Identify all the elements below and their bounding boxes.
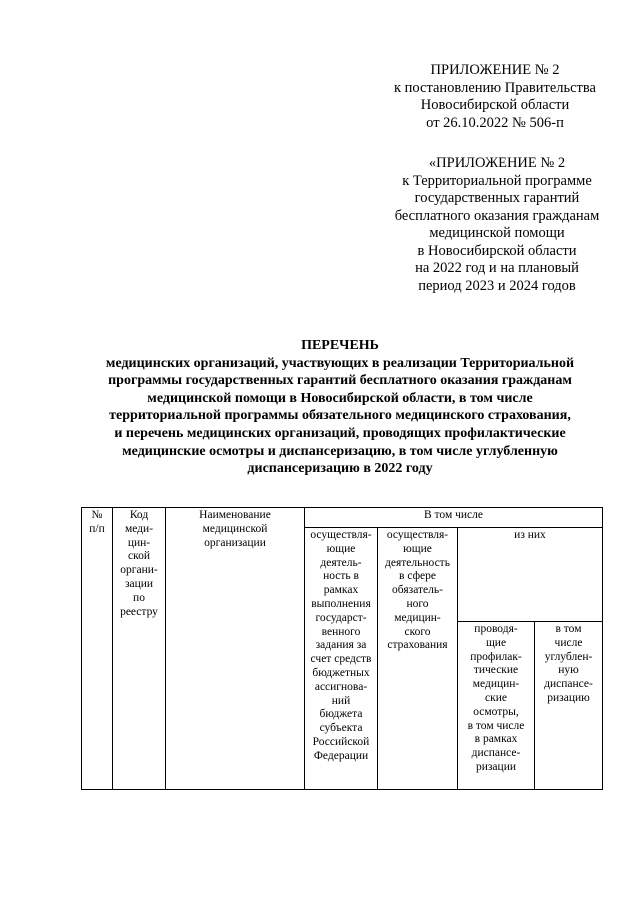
annex-line: «ПРИЛОЖЕНИЕ № 2 xyxy=(428,155,566,171)
title-line: медицинские осмотры и диспансеризацию, в том числе углубленную xyxy=(122,443,558,459)
header-state-assignment: осуществля- ющие деятель- ность в рамках выполнения государст- венного задания за счет средств бюджетных ассигнова- ний бюджета субъекта Российской Федерации xyxy=(305,528,378,790)
annex-line: от 26.10.2022 № 506-п xyxy=(426,114,564,131)
annex-line: Новосибирской области xyxy=(420,97,570,113)
annex-line: государственных гарантий xyxy=(414,190,580,206)
annex-line: к Территориальной программе xyxy=(402,172,592,189)
annex-header-resolution xyxy=(390,62,600,132)
header-preventive-exams: проводя- щие профилак- тические медицин- ские осмотры, в том числе в рамках диспансе- ризации xyxy=(458,622,535,790)
annex-line: ПРИЛОЖЕНИЕ № 2 xyxy=(430,62,560,78)
title-line: медицинских организаций, участвующих в реализации Территориальной xyxy=(105,355,575,371)
annex-line: в Новосибирской области xyxy=(417,242,577,259)
title-line: диспансеризацию в 2022 году xyxy=(247,461,433,477)
title-heading: ПЕРЕЧЕНЬ xyxy=(301,338,379,353)
header-including: В том числе xyxy=(305,508,603,528)
title-line: территориальной программы обязательного медицинского страхования, xyxy=(109,408,571,424)
annex-line: медицинской помощи xyxy=(429,225,565,241)
annex-header-program xyxy=(392,155,602,295)
organizations-table xyxy=(81,507,603,790)
title-line: и перечень медицинских организаций, проводящих профилактические xyxy=(114,425,566,441)
header-number: № п/п xyxy=(82,508,113,790)
header-oms: осуществля- ющие деятельность в сфере обязатель- ного медицин- ского страхования xyxy=(378,528,458,790)
header-of-them: из них xyxy=(458,528,603,622)
annex-line: к постановлению Правительства xyxy=(394,79,596,96)
annex-line: период 2023 и 2024 годов xyxy=(418,277,576,294)
header-registry-code: Код меди- цин- ской органи- зации по реестру xyxy=(113,508,166,790)
document-title xyxy=(60,337,620,478)
header-in-depth-screening: в том числе углублен- ную диспансе- ризацию xyxy=(535,622,603,790)
title-line: медицинской помощи в Новосибирской области, в том числе xyxy=(147,390,533,406)
title-line: программы государственных гарантий бесплатного оказания гражданам xyxy=(108,373,572,389)
header-organization-name: Наименование медицинской организации xyxy=(166,508,305,790)
annex-line: на 2022 год и на плановый xyxy=(415,260,579,276)
annex-line: бесплатного оказания гражданам xyxy=(394,207,600,224)
